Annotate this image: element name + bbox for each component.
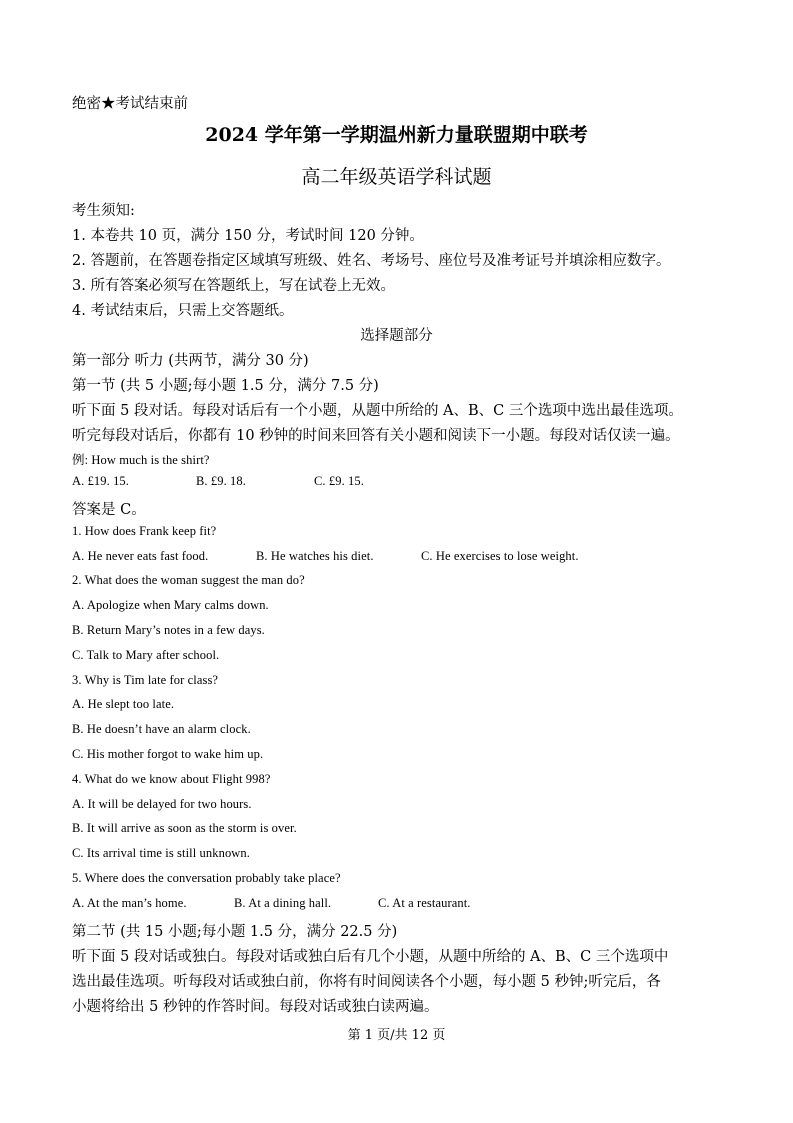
notice-heading: 考生须知: <box>72 203 135 219</box>
question-3: 3. Why is Tim late for class? <box>72 673 219 687</box>
section2-instructions-2: 选出最佳选项。听每段对话或独白前，你将有时间阅读各个小题，每小题 5 秒钟;听完后，各 <box>72 974 661 990</box>
instructions-line-2: 听完每段对话后，你都有 10 秒钟的时间来回答有关小题和阅读下一小题。每段对话仅读一遍。 <box>72 428 680 444</box>
q2-option-c: C. Talk to Mary after school. <box>72 648 220 662</box>
section-label: 选择题部分 <box>360 328 433 344</box>
exam-subtitle: 高二年级英语学科试题 <box>301 166 492 188</box>
q3-option-b: B. He doesn’t have an alarm clock. <box>72 722 251 736</box>
example-option-a: A. £19. 15. <box>72 474 130 488</box>
example-question: 例: How much is the shirt? <box>72 453 210 467</box>
question-5-options <box>72 896 471 911</box>
section2-instructions-3: 小题将给出 5 秒钟的作答时间。每段对话或独白读两遍。 <box>72 999 439 1015</box>
page-number: 第 1 页/共 12 页 <box>347 1028 446 1043</box>
q5-option-c: C. At a restaurant. <box>378 896 471 910</box>
notice-item-2: 2. 答题前，在答题卷指定区域填写班级、姓名、考场号、座位号及准考证号并填涂相应数字。 <box>72 253 671 269</box>
instructions-line-1: 听下面 5 段对话。每段对话后有一个小题，从题中所给的 A、B、C 三个选项中选出最佳选项。 <box>72 403 683 419</box>
question-2: 2. What does the woman suggest the man do? <box>72 573 305 587</box>
example-option-c: C. £9. 15. <box>314 474 364 488</box>
question-1: 1. How does Frank keep fit? <box>72 524 217 538</box>
part1-heading: 第一部分 听力 (共两节，满分 30 分) <box>72 353 309 369</box>
q4-option-a: A. It will be delayed for two hours. <box>72 797 252 811</box>
confidential-label: 绝密★考试结束前 <box>72 96 188 112</box>
q5-option-b: B. At a dining hall. <box>234 896 332 910</box>
q4-option-b: B. It will arrive as soon as the storm is over. <box>72 821 297 835</box>
q4-option-c: C. Its arrival time is still unknown. <box>72 846 250 860</box>
section2-heading: 第二节 (共 15 小题;每小题 1.5 分，满分 22.5 分) <box>72 924 398 940</box>
q1-option-c: C. He exercises to lose weight. <box>421 549 579 563</box>
section2-instructions-1: 听下面 5 段对话或独白。每段对话或独白后有几个小题，从题中所给的 A、B、C 三个选项中 <box>72 949 669 965</box>
notice-item-1: 1. 本卷共 10 页，满分 150 分，考试时间 120 分钟。 <box>72 228 424 244</box>
q1-option-a: A. He never eats fast food. <box>72 549 209 563</box>
section1-heading: 第一节 (共 5 小题;每小题 1.5 分，满分 7.5 分) <box>72 378 379 394</box>
question-1-options <box>72 549 579 564</box>
question-5: 5. Where does the conversation probably take place? <box>72 871 341 885</box>
q2-option-a: A. Apologize when Mary calms down. <box>72 598 269 612</box>
notice-item-3: 3. 所有答案必须写在答题纸上，写在试卷上无效。 <box>72 278 395 294</box>
example-option-b: B. £9. 18. <box>196 474 246 488</box>
question-4: 4. What do we know about Flight 998? <box>72 772 271 786</box>
notice-item-4: 4. 考试结束后，只需上交答题纸。 <box>72 303 294 319</box>
q3-option-c: C. His mother forgot to wake him up. <box>72 747 264 761</box>
example-answer: 答案是 C。 <box>72 502 146 518</box>
q5-option-a: A. At the man’s home. <box>72 896 187 910</box>
exam-title: 2024 学年第一学期温州新力量联盟期中联考 <box>205 124 588 146</box>
q2-option-b: B. Return Mary’s notes in a few days. <box>72 623 265 637</box>
q3-option-a: A. He slept too late. <box>72 697 175 711</box>
example-options <box>72 474 364 489</box>
q1-option-b: B. He watches his diet. <box>256 549 374 563</box>
